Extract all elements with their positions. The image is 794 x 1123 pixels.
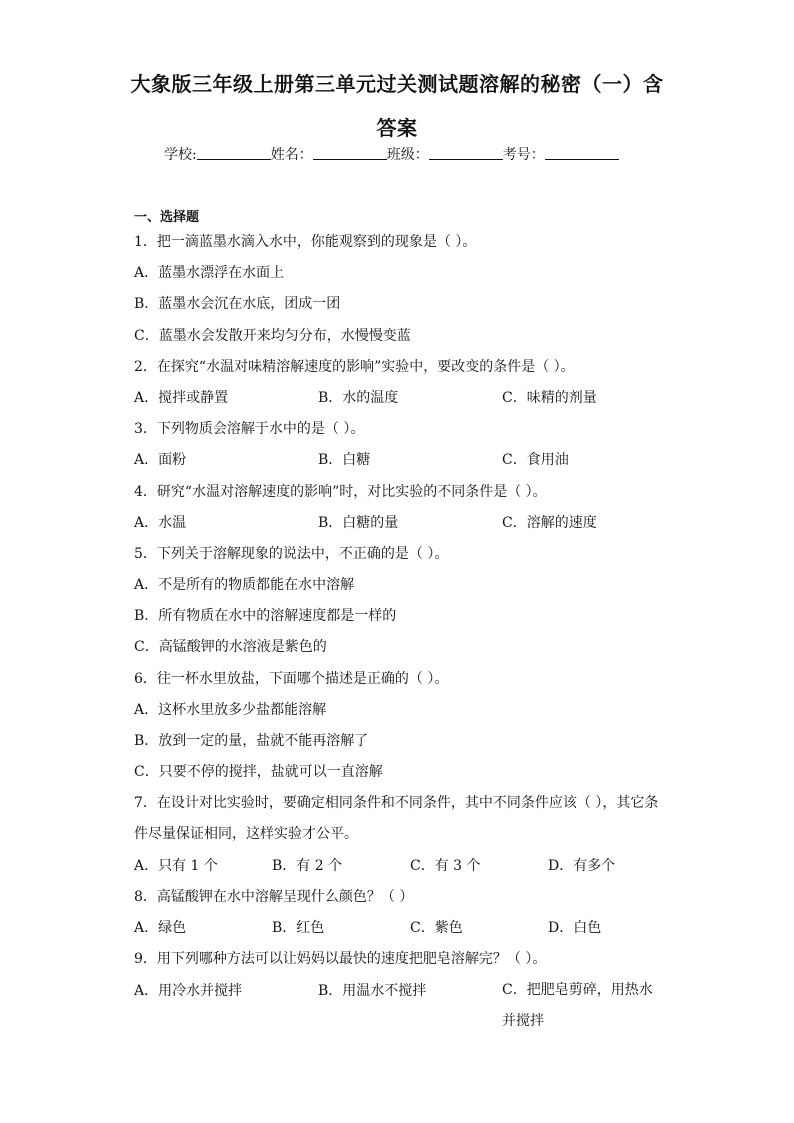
question-stem: 6．往一杯水里放盐，下面哪个描述是正确的（ ）。 (134, 670, 449, 687)
question-3 (134, 418, 662, 480)
option-d: D．有多个 (548, 857, 616, 874)
exam-number-field (503, 145, 619, 164)
school-label: 学校: (164, 147, 197, 163)
question-stem: 2．在探究“水温对味精溶解速度的影响”实验中，要改变的条件是（ ）。 (134, 358, 575, 375)
option-c: C．只要不停的搅拌，盐就可以一直溶解 (134, 764, 383, 781)
exam-number-label: 考号： (502, 147, 545, 163)
question-4 (134, 481, 662, 543)
option-row (134, 512, 662, 543)
option-a: A．这杯水里放多少盐都能溶解 (134, 701, 327, 718)
document-title-line-2: 答案 (376, 116, 418, 140)
school-field (164, 145, 271, 164)
question-stem: 4．研究“水温对溶解速度的影响”时，对比实验的不同条件是（ ）。 (134, 483, 547, 500)
question-6 (134, 668, 662, 793)
question-list (134, 231, 662, 1037)
option-b: B．白糖的量 (318, 514, 399, 531)
option-c: C．蓝墨水会发散开来均匀分布，水慢慢变蓝 (134, 327, 411, 344)
option-b: B．白糖 (318, 452, 371, 469)
option-a: A．用冷水并搅拌 (134, 982, 243, 999)
question-stem: 5．下列关于溶解现象的说法中，不正确的是（ ）。 (134, 545, 449, 562)
question-5 (134, 543, 662, 668)
question-8 (134, 886, 662, 948)
option-c: C．有 3 个 (410, 857, 481, 874)
question-stem: 3．下列物质会溶解于水中的是（ ）。 (134, 421, 365, 438)
name-label: 姓名： (270, 147, 313, 163)
section-heading: 一、选择题 (134, 210, 200, 225)
option-a: A．绿色 (134, 920, 187, 937)
school-blank[interactable] (197, 145, 271, 160)
option-b: B．蓝墨水会沉在水底，团成一团 (134, 296, 341, 313)
student-info-row (164, 145, 619, 164)
name-blank[interactable] (313, 145, 387, 160)
question-7 (134, 788, 662, 886)
option-row (134, 917, 662, 948)
option-c: C．溶解的速度 (502, 514, 597, 531)
document-title-line-1: 大象版三年级上册第三单元过关测试题溶解的秘密（一）含 (130, 72, 664, 96)
option-row (134, 449, 662, 480)
question-stem: 8．高锰酸钾在水中溶解呈现什么颜色？（ ） (134, 888, 414, 905)
option-a: A．水温 (134, 514, 187, 531)
question-2 (134, 356, 662, 418)
class-label: 班级： (386, 147, 429, 163)
option-c: C．味精的剂量 (502, 389, 597, 406)
question-stem: 7．在设计对比实验时，要确定相同条件和不同条件，其中不同条件应该（ ），其它条件尽量保证相同，这样实验才公平。 (134, 794, 659, 842)
option-row (134, 980, 662, 1038)
exam-number-blank[interactable] (545, 145, 619, 160)
option-b: B．用温水不搅拌 (318, 982, 427, 999)
name-field (271, 145, 387, 164)
option-b: B．有 2 个 (272, 857, 343, 874)
option-d: D．白色 (548, 920, 602, 937)
option-c: C．食用油 (502, 452, 569, 469)
option-a: A．搅拌或静置 (134, 389, 229, 406)
question-stem: 9．用下列哪种方法可以让妈妈以最快的速度把肥皂溶解完？（ ）。 (134, 951, 547, 968)
option-a: A．面粉 (134, 452, 187, 469)
option-b: B．所有物质在水中的溶解速度都是一样的 (134, 608, 397, 625)
option-b: B．放到一定的量，盐就不能再溶解了 (134, 733, 369, 749)
option-a: A．不是所有的物质都能在水中溶解 (134, 577, 355, 594)
option-a: A．只有 1 个 (134, 857, 218, 874)
question-9 (134, 948, 662, 1037)
class-field (387, 145, 503, 164)
class-blank[interactable] (429, 145, 503, 160)
option-row (134, 387, 662, 418)
option-c: C．紫色 (410, 920, 463, 937)
option-a: A．蓝墨水漂浮在水面上 (134, 265, 285, 282)
option-row (134, 855, 662, 886)
question-stem: 1．把一滴蓝墨水滴入水中，你能观察到的现象是（ ）。 (134, 234, 477, 250)
option-c: C．把肥皂剪碎，用热水并搅拌 (502, 981, 653, 1030)
option-c: C．高锰酸钾的水溶液是紫色的 (134, 639, 327, 656)
question-1 (134, 231, 662, 356)
option-b: B．红色 (272, 920, 325, 937)
option-b: B．水的温度 (318, 389, 399, 406)
